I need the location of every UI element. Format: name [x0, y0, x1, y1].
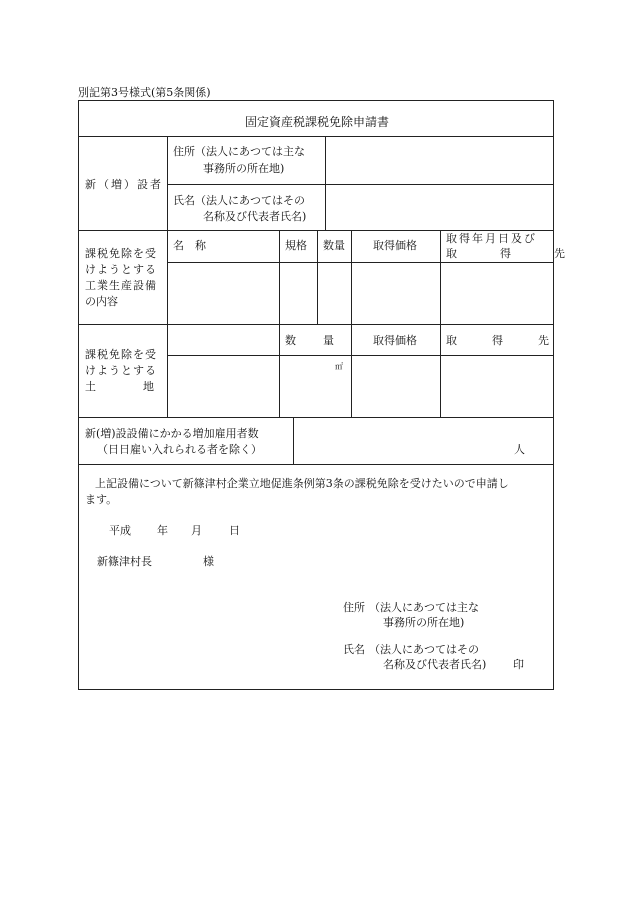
signer-name-label: 氏名 [343, 643, 365, 656]
signer-address-note: （法人にあつては主な [369, 601, 479, 614]
date-year: 年 [157, 524, 168, 537]
land-section-label: けようとする [85, 364, 157, 377]
signer-name-note: （法人にあつてはその [369, 643, 479, 656]
declaration-text: 上記設備について新篠津村企業立地促進条例第3条の課税免除を受けたいので申請し [95, 477, 509, 490]
signer-address-note: 事務所の所在地) [383, 616, 465, 629]
row-divider [79, 464, 553, 465]
row-divider [79, 324, 553, 325]
addressee: 新篠津村長 [97, 555, 152, 568]
land-col-source: 取 得 先 [446, 334, 561, 347]
equipment-col-price: 取得価格 [373, 239, 417, 252]
row-divider [79, 136, 553, 137]
employment-unit: 人 [514, 443, 525, 456]
land-section-label: 課税免除を受 [85, 348, 157, 361]
form-title: 固定資産税課税免除申請書 [244, 115, 389, 129]
employment-label: 新(増)設設備にかかる増加雇用者数 [85, 427, 259, 440]
equipment-section-label: 工業生産設備 [85, 279, 157, 292]
col-divider [317, 230, 318, 324]
col-divider [325, 136, 326, 230]
applicant-address-field[interactable] [327, 138, 551, 182]
applicant-name-field[interactable] [327, 186, 551, 228]
col-divider [440, 230, 441, 417]
row-divider [79, 417, 553, 418]
land-section-label: 土 地 [85, 380, 172, 393]
row-divider [167, 184, 553, 185]
equipment-col-qty: 数量 [323, 239, 345, 252]
col-divider [279, 230, 280, 417]
applicant-address-label: 住所（法人にあつては主な [173, 145, 305, 158]
land-col-price: 取得価格 [373, 334, 417, 347]
equipment-col-name-text: 名 称 [173, 239, 206, 252]
applicant-label: 新（増）設者 [85, 178, 163, 191]
employment-count-field[interactable] [295, 419, 551, 462]
equipment-col-date: 取得年月日及び [446, 232, 537, 245]
land-area-unit: ㎡ [335, 362, 343, 371]
col-divider [167, 136, 168, 417]
equipment-section-label: 課税免除を受 [85, 247, 157, 260]
form-number-label: 別記第3号様式(第5条関係) [78, 86, 211, 99]
col-divider [351, 230, 352, 417]
applicant-name-label: 氏名（法人にあつてはその [173, 194, 305, 207]
signer-address-label: 住所 [343, 601, 365, 614]
date-month: 月 [191, 524, 202, 537]
date-era: 平成 [109, 524, 131, 537]
equipment-col-source: 取 得 先 [446, 247, 581, 260]
seal-mark: 印 [513, 658, 524, 671]
equipment-col-name [173, 238, 275, 253]
applicant-address-label: 事務所の所在地) [203, 162, 285, 175]
date-day: 日 [229, 524, 240, 537]
row-divider [167, 355, 553, 356]
col-divider [293, 417, 294, 464]
equipment-section-label: けようとする [85, 263, 157, 276]
declaration-text: ます。 [85, 493, 118, 506]
applicant-name-label: 名称及び代表者氏名) [203, 210, 307, 223]
application-form [78, 100, 581, 690]
row-divider [167, 262, 553, 263]
equipment-section-label: の内容 [85, 295, 118, 308]
honorific: 様 [203, 555, 214, 568]
signer-name-note: 名称及び代表者氏名) [383, 658, 487, 671]
land-col-qty: 数 量 [285, 334, 342, 347]
employment-label-note: （日日雇い入れられる者を除く） [97, 443, 262, 456]
equipment-col-spec: 規格 [285, 239, 307, 252]
